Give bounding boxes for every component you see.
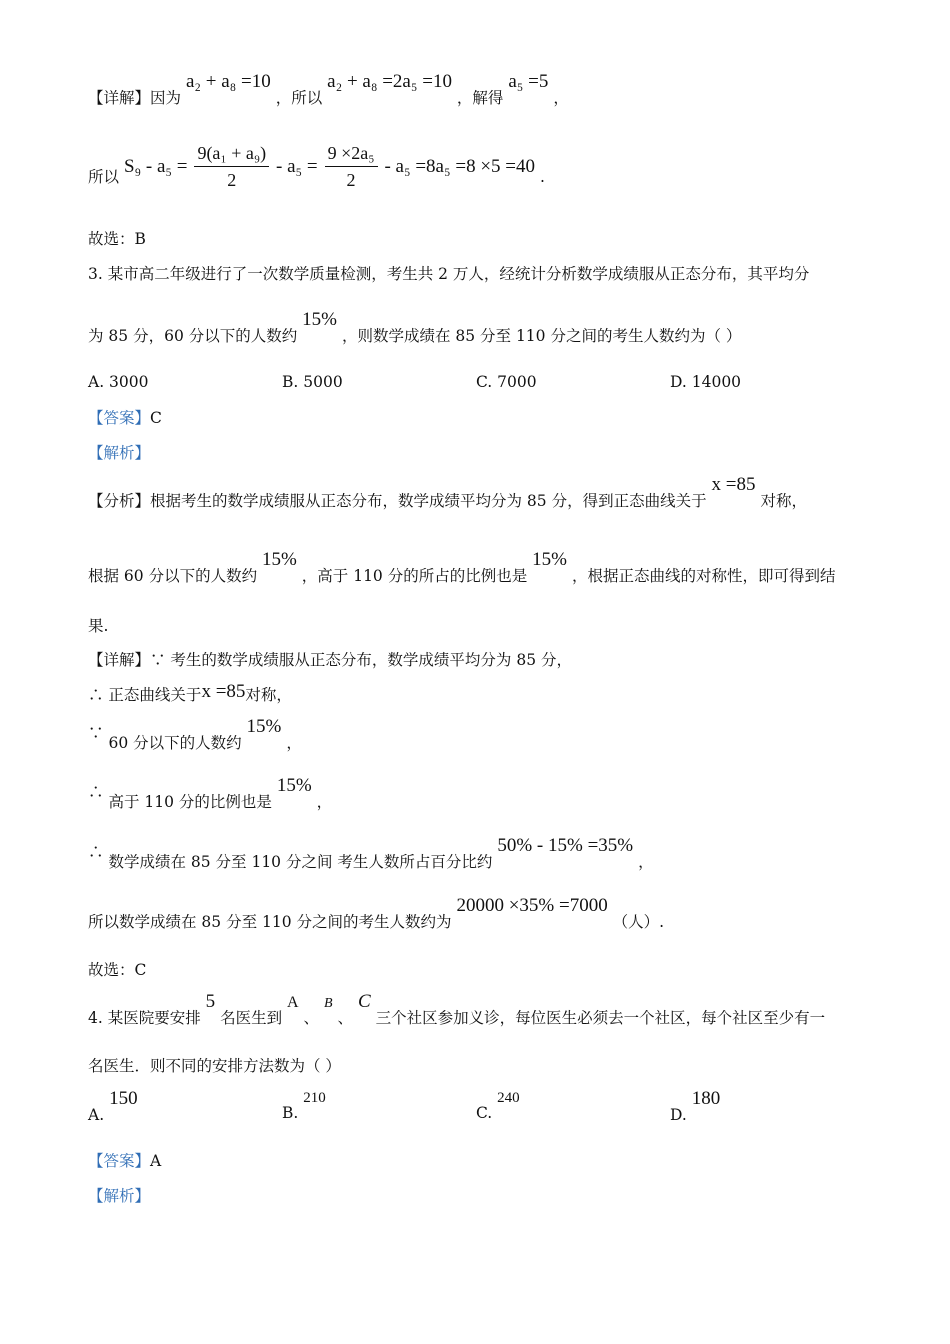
answer-value: C [150, 409, 162, 427]
choice-line: 故选：C [88, 961, 147, 979]
option-b [282, 1090, 326, 1123]
text: 所以 [88, 167, 120, 186]
text: 对称， [245, 686, 292, 704]
option-label: B. [282, 1104, 299, 1122]
option-a [88, 1088, 138, 1126]
detail-step-3 [88, 716, 302, 753]
option-value: 240 [497, 1090, 520, 1106]
text: 对称， [760, 492, 807, 510]
math-expression: 15% [246, 716, 282, 737]
text: 数学成绩在 85 分至 110 分之间 考生人数所占百分比约 [108, 853, 493, 871]
text: ， [638, 853, 654, 871]
option-value: 150 [109, 1088, 138, 1109]
question-3-stem-line-1: 3. 某市高二年级进行了一次数学质量检测，考生共 2 万人，经统计分析数学成绩服从正态分布，其平均分 [88, 265, 810, 283]
text: 、 [337, 1009, 354, 1027]
answer-tag: 【答案】 [88, 409, 151, 427]
option-label: A. [88, 1106, 105, 1124]
math-expression: 5 [205, 991, 216, 1012]
answer-tag: 【答案】 [88, 1152, 151, 1170]
math-expression: a₂ + a₈ =10 [185, 71, 271, 92]
therefore-symbol: ∴ [88, 783, 104, 801]
analysis-line-2 [88, 549, 836, 586]
question-3-stem-line-2 [88, 309, 742, 346]
fraction-denominator: 2 [346, 170, 356, 190]
option-b: B. 5000 [282, 373, 343, 391]
option-label: D. [670, 1106, 687, 1124]
detail-step-1: 【详解】∵ 考生的数学成绩服从正态分布，数学成绩平均分为 85 分， [88, 651, 573, 669]
text: 所以数学成绩在 85 分至 110 分之间的考生人数约为 [88, 913, 452, 931]
text: 60 分以下的人数约 [108, 734, 242, 752]
text: 【详解】因为 [88, 89, 182, 107]
text: （人）. [612, 913, 665, 931]
detail-step-6 [88, 895, 665, 932]
fraction [194, 142, 269, 191]
option-label: C. [476, 1104, 493, 1122]
analysis-line-3: 果. [88, 617, 109, 635]
option-c: C. 7000 [476, 373, 537, 391]
fraction-denominator: 2 [227, 170, 237, 190]
detail-line-1 [88, 71, 569, 108]
text: ，所以 [275, 89, 323, 107]
text: 、 [303, 1009, 320, 1027]
math-expression: 15% [302, 309, 337, 330]
option-d: D. 14000 [670, 373, 742, 391]
text: 【分析】根据考生的数学成绩服从正态分布，数学成绩平均分为 85 分，得到正态曲线关于 [88, 492, 707, 510]
math-expression: a₂ + a₈ =2a₅ =10 [327, 71, 452, 92]
option-c [476, 1090, 520, 1123]
analysis-line-1 [88, 474, 807, 511]
math-expression: 15% [276, 775, 312, 796]
math-expression: B [324, 996, 333, 1011]
text: ， [286, 734, 302, 752]
math-expression: x =85 [711, 474, 756, 495]
text: 为 85 分，60 分以下的人数约 [88, 327, 298, 345]
question-4-stem-line-1 [88, 991, 826, 1030]
math-expression: 15% [532, 549, 567, 570]
math-expression: A [287, 994, 299, 1011]
text: ， [553, 89, 569, 107]
because-symbol: ∵ [88, 724, 104, 742]
text: 三个社区参加义诊，每位医生必须去一个社区，每个社区至少有一 [375, 1009, 826, 1027]
math-expression: a₅ =5 [508, 71, 549, 92]
detail-step-2 [88, 681, 292, 705]
math-expression: - a₅ =8a₅ =8 ×5 =40 [384, 155, 536, 177]
analysis-tag: 【解析】 [88, 1187, 151, 1205]
text: 根据 60 分以下的人数约 [88, 567, 258, 585]
detail-step-5 [88, 835, 654, 872]
option-value: 180 [691, 1088, 721, 1109]
detail-step-4 [88, 775, 333, 812]
math-expression: x =85 [201, 681, 246, 702]
math-expression: S₉ - a₅ = [123, 155, 188, 177]
option-value: 210 [303, 1090, 326, 1106]
fraction-numerator: 9(a₁ + a₉) [194, 142, 269, 167]
text: ，根据正态曲线的对称性，即可得到结 [571, 567, 836, 585]
text: ，则数学成绩在 85 分至 110 分之间的考生人数约为（ ） [341, 327, 742, 345]
math-expression: 15% [262, 549, 297, 570]
text: ， [316, 793, 333, 811]
text: 名医生到 [220, 1009, 283, 1027]
text: ，高于 110 分的所占的比例也是 [301, 567, 528, 585]
choice-line: 故选：B [88, 230, 146, 248]
math-expression: C [357, 991, 371, 1012]
fraction [325, 142, 378, 191]
math-expression: - a₅ = [276, 155, 318, 177]
text: ∴ 正态曲线关于 [88, 686, 202, 704]
text: . [539, 167, 545, 186]
answer-line [88, 408, 162, 428]
answer-value: A [150, 1152, 162, 1170]
therefore-symbol: ∴ [88, 843, 104, 861]
math-expression: 50% - 15% =35% [497, 835, 634, 856]
analysis-tag: 【解析】 [88, 444, 151, 462]
math-expression: 20000 ×35% =7000 [456, 895, 608, 916]
text: 高于 110 分的比例也是 [108, 793, 272, 811]
text: 4. 某医院要安排 [88, 1009, 201, 1027]
text: ，解得 [456, 89, 504, 107]
answer-line [88, 1151, 161, 1171]
option-a: A. 3000 [88, 373, 149, 391]
fraction-numerator: 9 ×2a₅ [325, 142, 378, 167]
detail-line-2 [88, 142, 545, 191]
option-d [670, 1088, 721, 1126]
question-4-stem-line-2: 名医生．则不同的安排方法数为（ ） [88, 1057, 341, 1075]
